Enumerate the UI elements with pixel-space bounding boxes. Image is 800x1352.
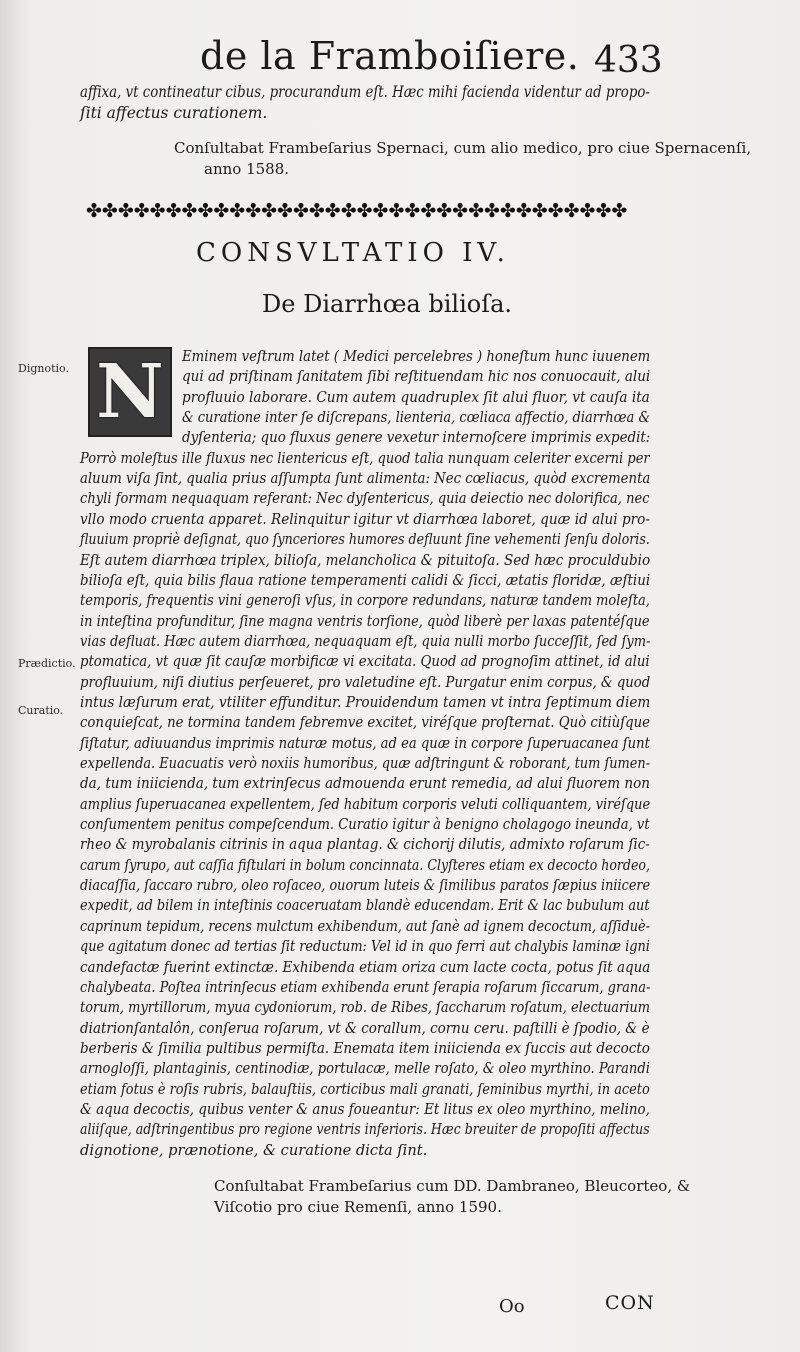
text-line: dyſenteria; quo fluxus genere vexetur internoſcere imprimis expedit:	[182, 429, 651, 447]
consultation-attribution: Conſultabat Frambeſarius cum DD. Dambraneo, Bleucorteo, &	[214, 1177, 691, 1195]
text-line: ſiti affectus curationem.	[80, 104, 268, 122]
text-line: Eminem veſtrum latet ( Medici percelebres ) honeſtum hunc iuuenem	[182, 348, 651, 365]
text-line: in inteſtina profunditur, ſine magna ventris torſione, quòd liberè per laxas patentéſque	[80, 612, 650, 630]
text-line: affixa, vt contineatur cibus, procurandum eſt. Hæc mihi facienda videntur ad propo-	[80, 83, 650, 101]
text-line: arnogloſſi, plantaginis, centinodiæ, portulacæ, melle roſato, & oleo myrthino. Parandi	[80, 1060, 650, 1078]
text-line: Porrò moleſtus ille fluxus nec lientericus eſt, quod talia nunquam celeriter excerni per	[80, 449, 650, 467]
text-line: conquieſcat, ne tormina tandem febremve excitet, viréſque proſternat. Quò citiùſque	[80, 714, 650, 732]
text-line: da, tum iniicienda, tum extrinſecus admouenda erunt remedia, ad alui fluorem non	[80, 775, 651, 793]
text-line: qui ad priſtinam ſanitatem ſibi reſtituendam hic nos conuocauit, alui	[182, 368, 651, 386]
consultation-attribution: Viſcotio pro ciue Remenſi, anno 1590.	[214, 1198, 502, 1216]
text-line: diacaſſia, ſaccaro rubro, oleo roſaceo, ouorum luteis & ſimilibus paratos ſæpius iniicere	[80, 877, 651, 895]
text-line: chalybeata. Poſtea intrinſecus etiam exhibenda erunt ſerapia roſarum ſiccarum, grana-	[80, 978, 651, 996]
page-number: 433	[594, 40, 663, 81]
text-line: vllo modo cruenta apparet. Relinquitur igitur vt diarrhœa laboret, quæ id alui pro-	[80, 510, 650, 528]
text-line: conſumentem penitus compeſcendum. Curatio igitur à benigno cholagogo ineunda, vt	[80, 816, 650, 834]
text-line: expedit, ad bilem in inteſtinis coaceruatam blandè educendam. Erit & lac bubulum aut	[80, 897, 650, 915]
section-heading: CONSVLTATIO IV.	[196, 238, 510, 268]
text-line: que agitatum donec ad tertias ſit reductum: Vel id in quo ferri aut chalybis laminæ igni	[80, 938, 650, 956]
text-line: temporis, frequentis vini generoſi vſus, in corpore redundans, naturæ tandem moleſta,	[80, 592, 650, 610]
margin-note-curatio: Curatio.	[18, 704, 64, 717]
text-line: fluuium propriè deſignat, quo ſynceriores humores defluunt ſine vehementi ſenſu doloris.	[80, 531, 650, 549]
text-line: diatrionſantalôn, conſerua roſarum, vt & corallum, cornu ceru. paſtilli è ſpodio, & è	[80, 1019, 650, 1037]
text-line: expellenda. Euacuatis verò noxiis humoribus, quæ adſtringunt & roborant, tum ſumen-	[80, 755, 651, 772]
text-line: profluuio laborare. Cum autem quadruplex ſit alui fluor, vt cauſa ita	[182, 388, 650, 406]
text-line: carum ſyrupo, aut caſſia fiſtulari in bolum concinnata. Clyſteres etiam ex decocto hordeo,	[80, 856, 650, 874]
text-line: bilioſa eſt, quia bilis flaua ratione temperamenti calidi & ſicci, ætatis floridæ, æſtiui	[80, 571, 651, 589]
text-line: aliiſque, adſtringentibus pro regione ventris inferioris. Hæc breuiter de propoſiti affectus	[80, 1121, 650, 1139]
text-line: dignotione, prænotione, & curatione dicta ſint.	[80, 1141, 428, 1159]
text-line: & aqua decoctis, quibus venter & anus foueantur: Et litus ex oleo myrthino, melino,	[80, 1100, 650, 1118]
ornamental-border: ✤✤✤✤✤✤✤✤✤✤✤✤✤✤✤✤✤✤✤✤✤✤✤✤✤✤✤✤✤✤✤✤✤✤	[86, 200, 628, 222]
text-line: intus læſurum erat, vtiliter effunditur. Prouidendum tamen vt intra ſeptimum diem	[80, 693, 651, 711]
consultation-attribution: Conſultabat Frambeſarius Spernaci, cum alio medico, pro ciue Spernacenſi,	[174, 139, 752, 157]
section-subheading: De Diarrhœa bilioſa.	[262, 290, 513, 318]
text-line: caprinum tepidum, recens mulctum exhibendum, aut ſanè ad ignem decoctum, aſſiduè-	[80, 917, 650, 935]
text-line: torum, myrtillorum, myua cydoniorum, rob. de Ribes, ſaccharum roſatum, electuarium	[80, 999, 651, 1017]
running-header-title: de la Framboiſiere.	[200, 34, 580, 78]
signature-mark: Oo	[499, 1296, 525, 1317]
text-line: Eſt autem diarrhœa triplex, bilioſa, melancholica & pituitoſa. Sed hæc proculdubio	[80, 551, 651, 569]
drop-cap	[88, 347, 172, 437]
text-line: rheo & myrobalanis citrinis in aqua plantag. & cichorij dilutis, admixto roſarum ſic-	[80, 836, 650, 854]
margin-note-dignotio: Dignotio.	[18, 362, 69, 375]
text-line: berberis & ſimilia pultibus permiſta. Enemata item iniicienda ex ſuccis aut decocto	[80, 1039, 650, 1057]
text-line: chyli formam nequaquam referant: Nec dyſentericus, quia deiectio nec dolorifica, nec	[80, 490, 650, 508]
text-line: candefactæ fuerint extinctæ. Exhibenda etiam oriza cum lacte cocta, potus ſit aqua	[80, 958, 651, 976]
text-line: vias defluat. Hæc autem diarrhœa, nequaquam eſt, quia nulli morbo ſucceſſit, ſed ſym-	[80, 632, 651, 650]
text-line: profluuium, niſi diutius perſeueret, pro valetudine eſt. Purgatur enim corpus, & quod	[80, 673, 651, 691]
consultation-attribution: anno 1588.	[204, 160, 290, 178]
text-line: ptomatica, vt quæ ſit cauſæ morbificæ vi excitata. Quod ad prognoſim attinet, id alui	[80, 653, 650, 671]
text-line: aluum viſa ſint, qualia prius aſſumpta ſunt alimenta: Nec cœliacus, quòd excrementa	[80, 470, 651, 488]
catchword: CON	[605, 1292, 655, 1314]
drop-cap-letter: N	[96, 349, 164, 435]
text-line: & curatione inter ſe diſcrepans, lienteria, cœliaca affectio, diarrhœa &	[182, 409, 651, 427]
text-line: etiam fotus è roſis rubris, balauſtiis, corticibus mali granati, ſeminibus myrthi, in aceto	[80, 1080, 650, 1098]
text-line: amplius ſuperuacanea expellentem, ſed habitum corporis veluti colliquantem, viréſque	[80, 795, 651, 813]
margin-note-praedictio: Prædictio.	[18, 657, 76, 670]
text-line: ſiſtatur, adiuuandus imprimis naturæ motus, ad ea quæ in corpore ſuperuacanea ſunt	[80, 734, 650, 752]
